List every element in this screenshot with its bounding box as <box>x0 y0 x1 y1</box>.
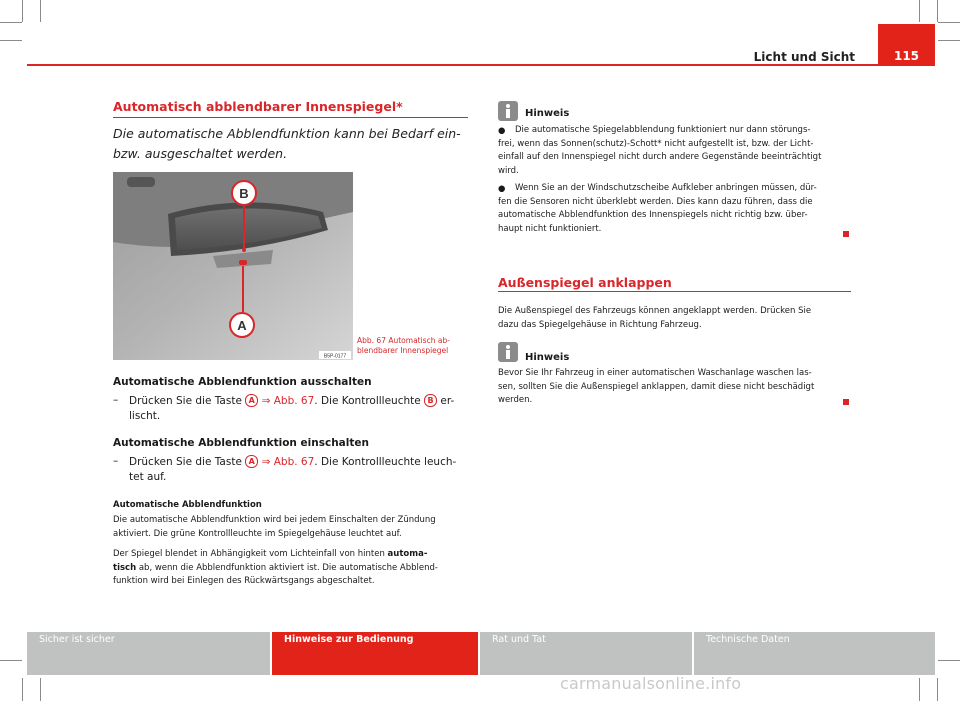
badge-a: A <box>245 394 258 407</box>
callout-b-label: B <box>239 186 249 201</box>
text-line: automatische Abblendfunktion des Innenspiegels nicht richtig bzw. über- <box>498 210 808 220</box>
heading-aussenspiegel: Außenspiegel anklappen <box>498 275 672 290</box>
control-light <box>242 248 246 252</box>
list-dash: – <box>113 455 119 467</box>
note-bullet-2 <box>498 182 858 236</box>
note-title: Hinweis <box>525 108 570 119</box>
text-line: Bevor Sie Ihr Fahrzeug in einer automatischen Waschanlage waschen las- <box>498 368 812 378</box>
bullet-icon: ● <box>498 184 506 194</box>
info-icon <box>498 342 518 362</box>
auto-paragraph-2 <box>113 548 473 589</box>
crop-mark <box>22 678 23 701</box>
text-line: funktion wird bei Einlegen des Rückwärtsgangs abgeschaltet. <box>113 576 375 586</box>
subheading-einschalten: Automatische Abblendfunktion einschalten <box>113 437 369 449</box>
tab-technische-daten[interactable] <box>694 632 935 675</box>
text-line: Die automatische Abblendfunktion wird bei jedem Einschalten der Zündung <box>113 515 436 525</box>
instruction-text: lischt. <box>129 410 161 422</box>
text-span: ab, wenn die Abblendfunktion aktiviert ist. Die automatische Abblend- <box>138 562 438 573</box>
crop-mark <box>938 660 960 661</box>
instruction-text: . Die Kontrollleuchte <box>314 395 421 407</box>
header-rule <box>27 64 935 66</box>
list-dash: – <box>113 394 119 406</box>
text-bold: automa- <box>387 549 428 559</box>
note2-paragraph <box>498 367 858 408</box>
text-line: aktiviert. Die grüne Kontrollleuchte im Spiegelgehäuse leuchtet auf. <box>113 528 402 539</box>
heading-rule <box>498 291 851 292</box>
bullet-icon: ● <box>498 126 506 136</box>
instruction-text: tet auf. <box>129 471 167 483</box>
crop-mark <box>40 678 41 701</box>
instruction-text: Drücken Sie die Taste <box>129 456 242 468</box>
tab-label: Sicher ist sicher <box>39 634 115 645</box>
instruction-text: Drücken Sie die Taste <box>129 395 242 407</box>
tab-label: Hinweise zur Bedienung <box>284 634 414 645</box>
watermark: carmanualsonline.info <box>560 674 742 693</box>
control-button <box>239 260 247 265</box>
crop-mark <box>0 40 22 41</box>
page-number: 115 <box>893 49 920 63</box>
crop-mark <box>0 22 22 23</box>
instruction-text: . Die Kontrollleuchte leuch- <box>314 456 457 468</box>
crop-mark <box>40 0 41 22</box>
section-title: Licht und Sicht <box>753 50 855 64</box>
fold-paragraph <box>498 305 858 332</box>
text-line: haupt nicht funktioniert. <box>498 223 602 234</box>
callout-a-label: A <box>237 318 247 333</box>
text-line: einfall auf den Innenspiegel nicht durch andere Gegenstände beeinträchtigt <box>498 152 822 162</box>
badge-a: A <box>245 455 258 468</box>
tab-label: Technische Daten <box>706 634 790 645</box>
figure-link[interactable]: ⇒ Abb. 67 <box>261 395 315 407</box>
subheading-automatisch: Automatische Abblendfunktion <box>113 500 262 510</box>
text-line <box>113 562 473 576</box>
text-line: Die Außenspiegel des Fahrzeugs können angeklappt werden. Drücken Sie <box>498 306 812 316</box>
heading-rule <box>113 117 468 118</box>
crop-mark <box>22 0 23 22</box>
mirror-figure <box>113 172 353 360</box>
crop-mark <box>938 22 960 23</box>
subheading-ausschalten: Automatische Abblendfunktion ausschalten <box>113 376 372 388</box>
note-title: Hinweis <box>525 352 570 363</box>
instruction-einschalten <box>129 455 474 485</box>
section-end-marker <box>843 399 849 405</box>
crop-mark <box>0 660 22 661</box>
auto-paragraph-1 <box>113 514 473 541</box>
text-line: frei, wenn das Sonnen(schutz)-Schott* nicht aufgestellt ist, bzw. der Licht- <box>498 138 814 149</box>
tab-hinweise-zur-bedienung[interactable] <box>272 632 478 675</box>
text-line: sen, sollten Sie die Außenspiegel anklappen, damit diese nicht beschädigt <box>498 381 815 392</box>
crop-mark <box>937 678 938 701</box>
crop-mark <box>919 0 920 22</box>
heading-innenspiegel: Automatisch abblendbarer Innenspiegel* <box>113 99 403 114</box>
text-span: Der Spiegel blendet in Abhängigkeit vom Lichteinfall von hinten <box>113 549 385 559</box>
text-line: werden. <box>498 395 533 405</box>
crop-mark <box>919 678 920 701</box>
tab-sicher-ist-sicher[interactable] <box>27 632 270 675</box>
text-line: Die automatische Spiegelabblendung funktioniert nur dann störungs- <box>515 125 811 135</box>
section-end-marker <box>843 231 849 237</box>
figure-code: B5P-0177 <box>323 353 347 360</box>
badge-b: B <box>424 394 437 407</box>
figure-caption: Abb. 67 Automatisch ab-blendbarer Innenspiegel <box>357 336 450 355</box>
sun-visor-clip <box>127 177 155 187</box>
text-line: fen die Sensoren nicht überklebt werden. Dies kann dazu führen, dass die <box>498 196 813 207</box>
text-line: Wenn Sie an der Windschutzscheibe Aufkleber anbringen müssen, dür- <box>515 183 817 193</box>
text-bold: tisch <box>113 562 137 573</box>
text-line: wird. <box>498 165 519 176</box>
crop-mark <box>938 40 960 41</box>
instruction-text: er- <box>440 395 455 407</box>
info-icon <box>498 101 518 121</box>
note-bullet-1 <box>498 124 858 178</box>
figure-link[interactable]: ⇒ Abb. 67 <box>261 456 315 468</box>
instruction-ausschalten <box>129 394 474 424</box>
text-line <box>113 548 473 562</box>
lead-text: Die automatische Abblendfunktion kann bei Bedarf ein- bzw. ausgeschaltet werden. <box>113 126 461 161</box>
tab-rat-und-tat[interactable] <box>480 632 692 675</box>
tab-label: Rat und Tat <box>492 634 546 645</box>
crop-mark <box>937 0 938 22</box>
text-line: dazu das Spiegelgehäuse in Richtung Fahrzeug. <box>498 319 702 330</box>
